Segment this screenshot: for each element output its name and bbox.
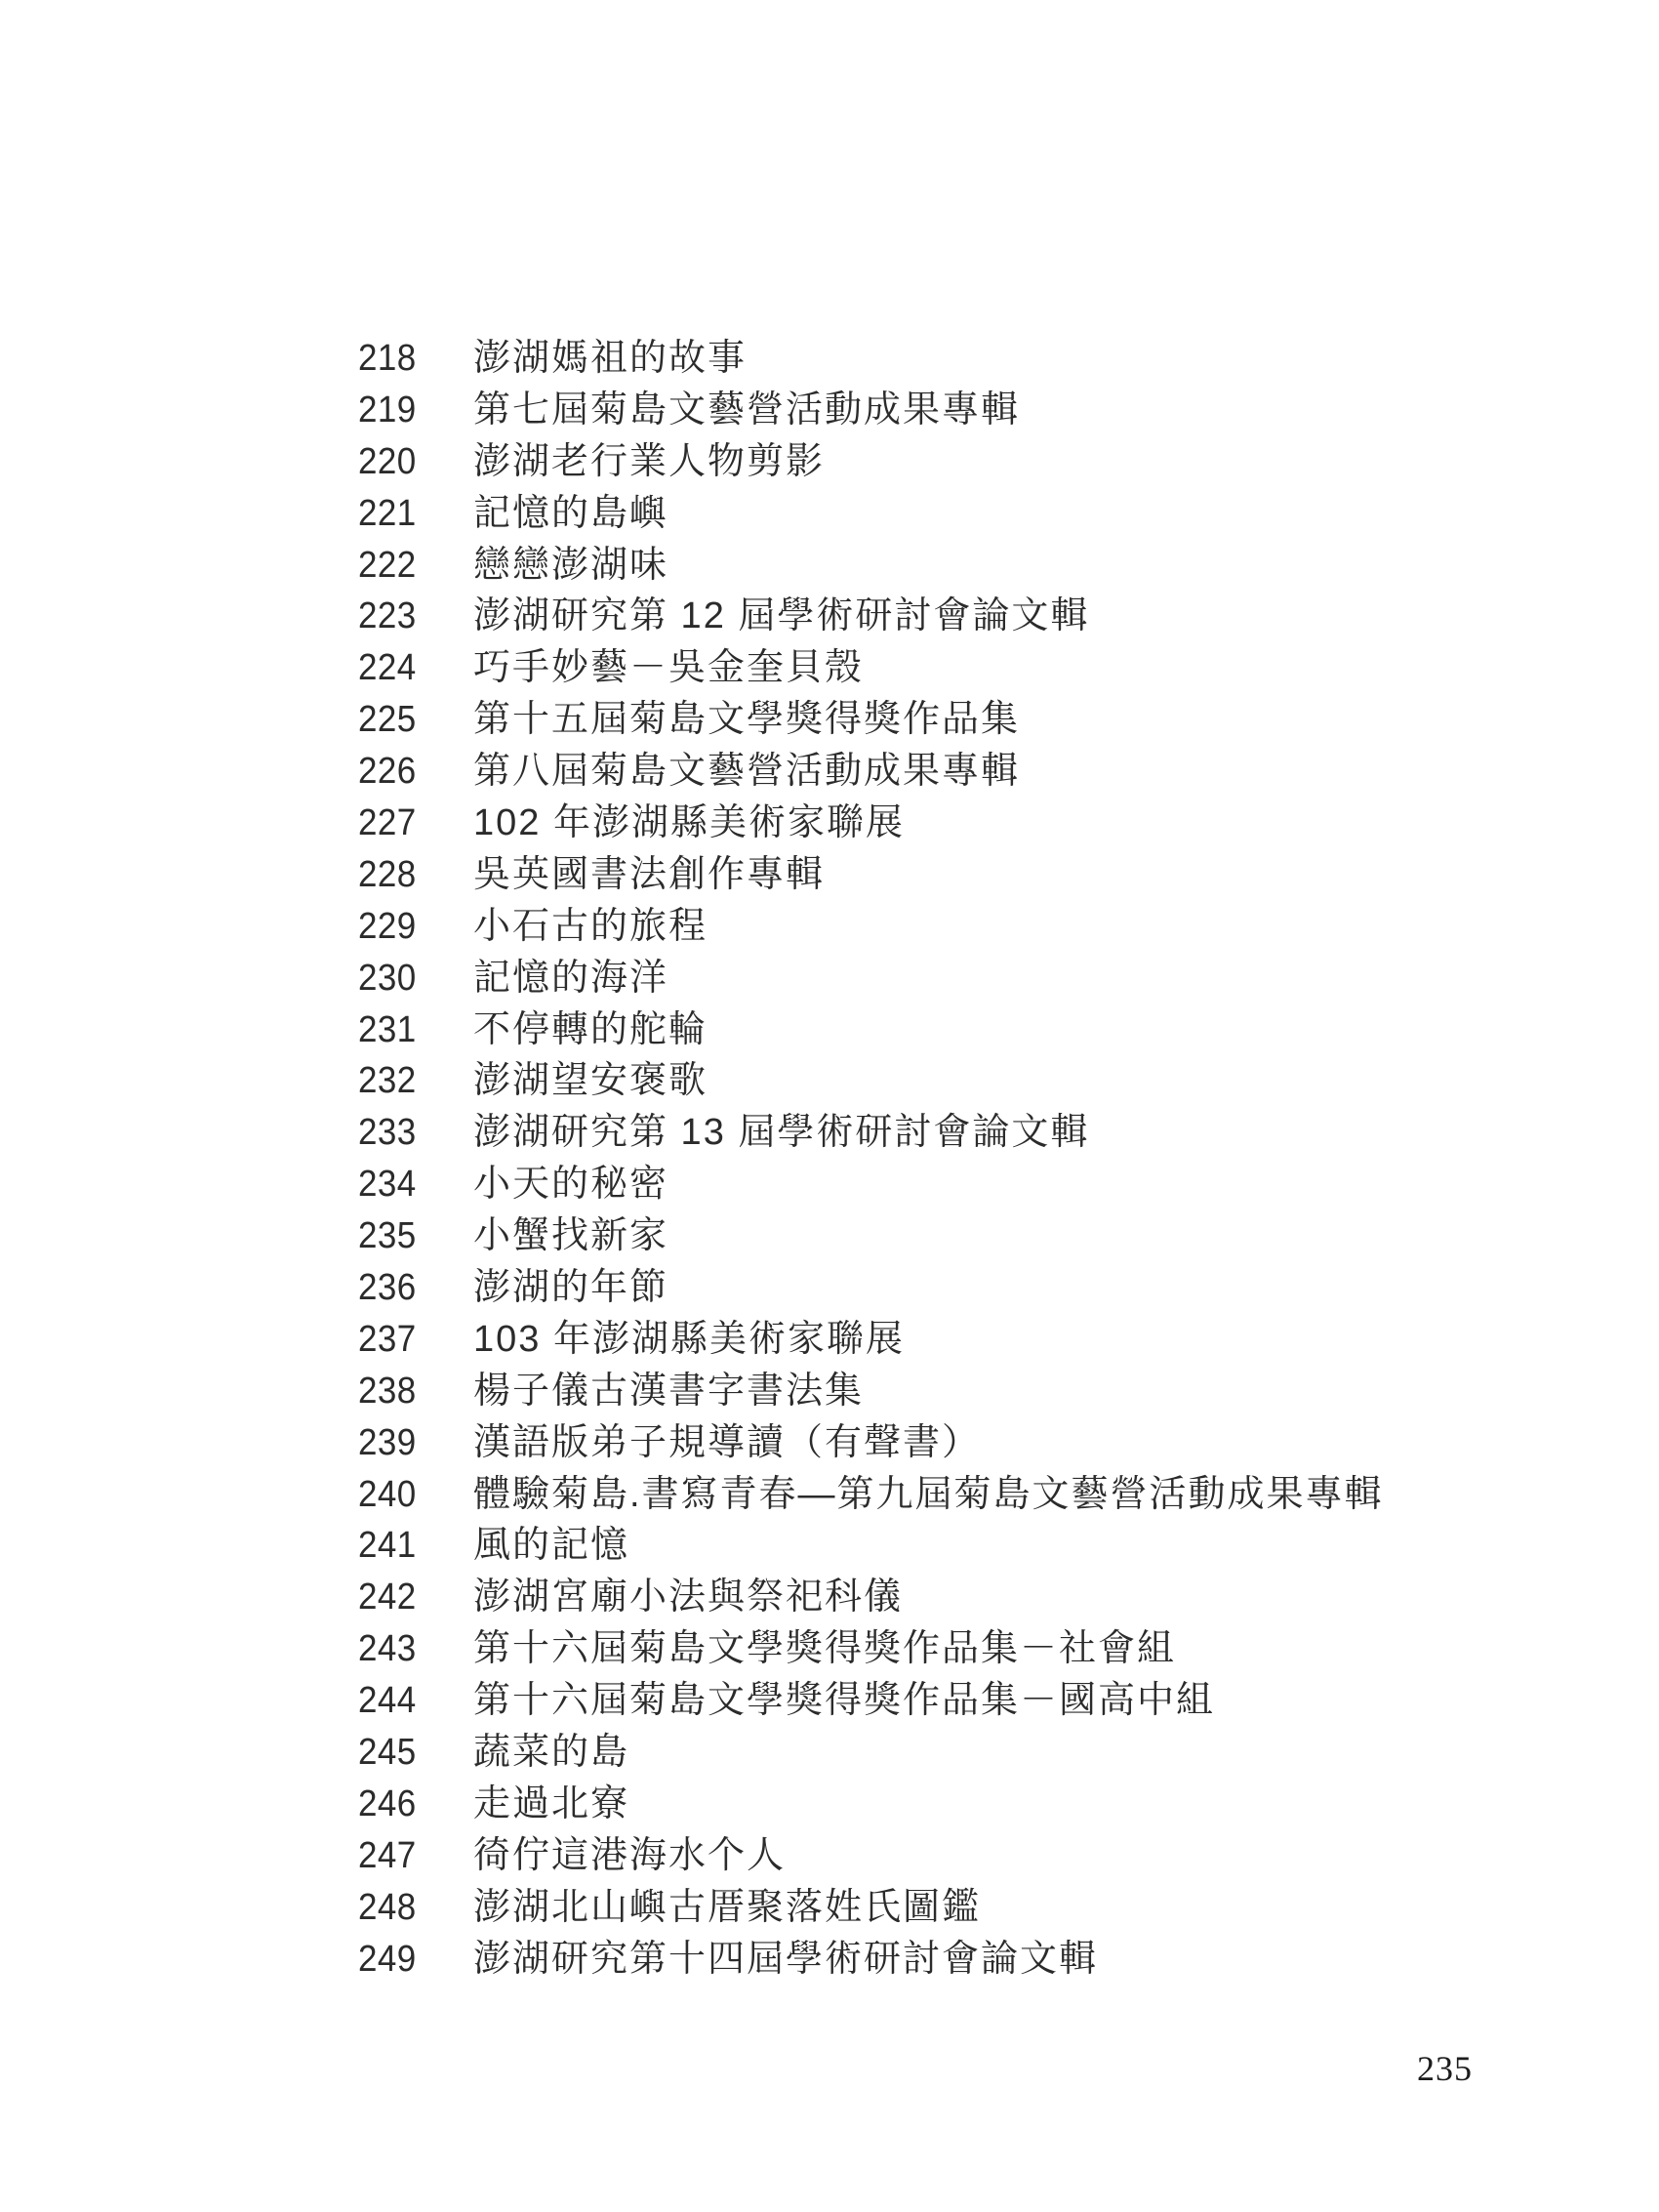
- page-number: 235: [1417, 2049, 1473, 2088]
- entry-number: 239: [358, 1421, 417, 1463]
- entry-number: 237: [358, 1318, 417, 1360]
- entry-title: 澎湖研究第 12 屆學術研討會論文輯: [473, 595, 1090, 637]
- entry-title: 澎湖老行業人物剪影: [473, 440, 826, 482]
- entry-number: 231: [358, 1008, 417, 1050]
- entry-number: 249: [358, 1938, 417, 1980]
- entry-title: 澎湖媽祖的故事: [473, 338, 748, 379]
- entry-number: 219: [358, 389, 417, 430]
- entry-title: 漢語版弟子規導讀（有聲書）: [473, 1421, 982, 1463]
- entry-title: 澎湖研究第 13 屆學術研討會論文輯: [473, 1112, 1090, 1154]
- entry-number: 221: [358, 492, 417, 534]
- entry-title: 第十六屆菊島文學獎得獎作品集－國高中組: [473, 1680, 1216, 1722]
- entry-number: 233: [358, 1112, 417, 1154]
- list-item: [358, 385, 1529, 436]
- list-item: [358, 901, 1529, 953]
- entry-title: 第十五屆菊島文學獎得獎作品集: [473, 699, 1021, 741]
- list-item: [358, 1417, 1529, 1469]
- list-item: [358, 1934, 1529, 1986]
- list-item: [358, 1314, 1529, 1366]
- entry-title: 巧手妙藝－吳金奎貝殼: [473, 647, 865, 689]
- entry-number: 232: [358, 1060, 417, 1102]
- entry-title: 103 年澎湖縣美術家聯展: [473, 1318, 905, 1360]
- entry-number: 220: [358, 440, 417, 482]
- list-item: [358, 1520, 1529, 1572]
- entry-number: 230: [358, 957, 417, 999]
- entry-number: 241: [358, 1525, 417, 1567]
- entry-title: 澎湖的年節: [473, 1267, 669, 1309]
- entry-title: 體驗菊島.書寫青春—第九屆菊島文藝營活動成果專輯: [473, 1473, 1384, 1515]
- entry-number: 235: [358, 1215, 417, 1257]
- entry-number: 226: [358, 751, 417, 793]
- list-item: [358, 1779, 1529, 1830]
- entry-title: 不停轉的舵輪: [473, 1008, 708, 1050]
- entry-title: 記憶的海洋: [473, 957, 669, 999]
- entry-title: 風的記憶: [473, 1525, 630, 1567]
- entry-number: 238: [358, 1370, 417, 1412]
- entry-number: 247: [358, 1834, 417, 1876]
- list-item: [358, 1210, 1529, 1262]
- entry-title: 小天的秘密: [473, 1164, 669, 1206]
- list-item: [358, 1675, 1529, 1727]
- entry-number: 243: [358, 1628, 417, 1670]
- entry-title: 第七屆菊島文藝營活動成果專輯: [473, 389, 1021, 430]
- entry-number: 222: [358, 544, 417, 586]
- entry-number: 246: [358, 1782, 417, 1824]
- entry-number: 242: [358, 1577, 417, 1618]
- book-list: [358, 333, 1529, 1986]
- list-item: [358, 1727, 1529, 1779]
- list-item: [358, 694, 1529, 746]
- entry-title: 澎湖望安褒歌: [473, 1060, 708, 1102]
- list-item: [358, 1882, 1529, 1934]
- entry-title: 楊子儀古漢書字書法集: [473, 1370, 865, 1412]
- entry-title: 徛佇這港海水个人: [473, 1834, 787, 1876]
- entry-title: 小蟹找新家: [473, 1215, 669, 1257]
- list-item: [358, 1830, 1529, 1882]
- entry-title: 澎湖宮廟小法與祭祀科儀: [473, 1577, 904, 1618]
- list-item: [358, 1004, 1529, 1056]
- list-item: [358, 642, 1529, 694]
- list-item: [358, 591, 1529, 642]
- list-item: [358, 1469, 1529, 1521]
- list-item: [358, 436, 1529, 488]
- list-item: [358, 333, 1529, 385]
- entry-number: 234: [358, 1164, 417, 1206]
- list-item: [358, 1107, 1529, 1159]
- entry-title: 澎湖研究第十四屆學術研討會論文輯: [473, 1938, 1099, 1980]
- list-item: [358, 849, 1529, 901]
- entry-number: 236: [358, 1267, 417, 1309]
- entry-title: 澎湖北山嶼古厝聚落姓氏圖鑑: [473, 1886, 982, 1928]
- list-item: [358, 1159, 1529, 1210]
- entry-number: 223: [358, 595, 417, 637]
- entry-title: 記憶的島嶼: [473, 492, 669, 534]
- list-item: [358, 1366, 1529, 1417]
- list-item: [358, 798, 1529, 849]
- list-item: [358, 540, 1529, 592]
- entry-number: 225: [358, 699, 417, 741]
- list-item: [358, 746, 1529, 798]
- list-item: [358, 1262, 1529, 1314]
- entry-title: 走過北寮: [473, 1782, 630, 1824]
- entry-title: 小石古的旅程: [473, 905, 708, 947]
- entry-title: 102 年澎湖縣美術家聯展: [473, 802, 905, 844]
- entry-number: 227: [358, 802, 417, 844]
- list-item: [358, 1623, 1529, 1675]
- entry-number: 229: [358, 905, 417, 947]
- entry-number: 218: [358, 338, 417, 379]
- entry-title: 第八屆菊島文藝營活動成果專輯: [473, 751, 1021, 793]
- entry-number: 244: [358, 1680, 417, 1722]
- entry-title: 吳英國書法創作專輯: [473, 853, 826, 895]
- entry-title: 戀戀澎湖味: [473, 544, 669, 586]
- list-item: [358, 488, 1529, 540]
- entry-title: 蔬菜的島: [473, 1732, 630, 1774]
- list-item: [358, 953, 1529, 1004]
- entry-number: 245: [358, 1732, 417, 1774]
- list-item: [358, 1572, 1529, 1623]
- list-item: [358, 1055, 1529, 1107]
- entry-number: 224: [358, 647, 417, 689]
- entry-title: 第十六屆菊島文學獎得獎作品集－社會組: [473, 1628, 1177, 1670]
- entry-number: 240: [358, 1473, 417, 1515]
- entry-number: 228: [358, 853, 417, 895]
- entry-number: 248: [358, 1886, 417, 1928]
